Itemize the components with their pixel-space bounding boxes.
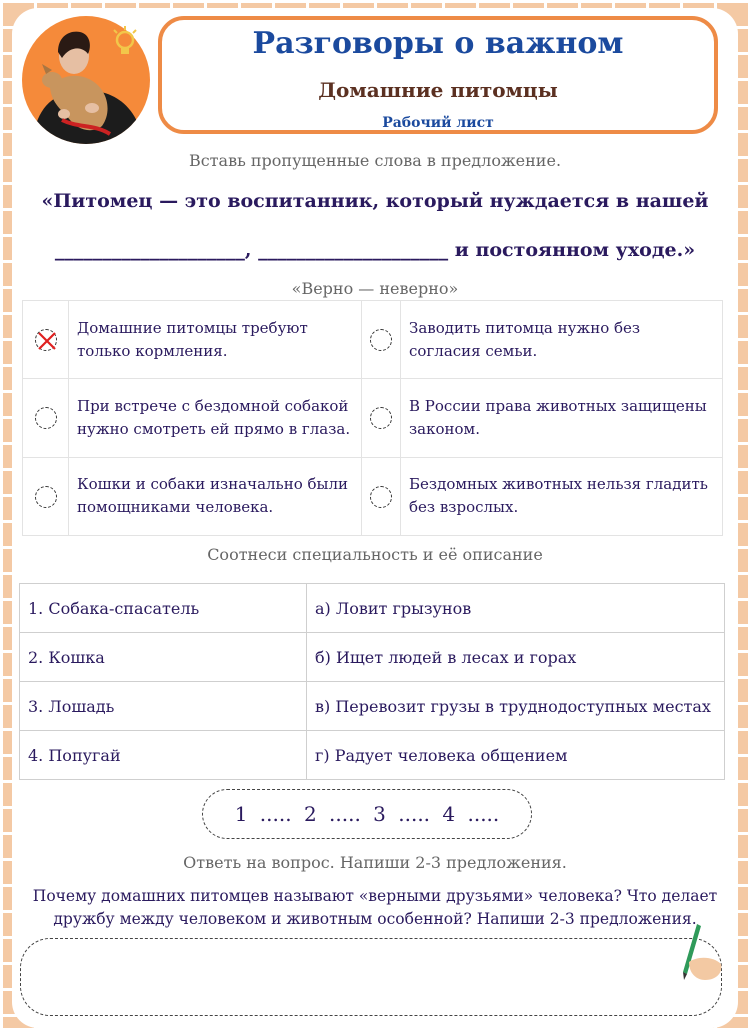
task4-question: Почему домашних питомцев называют «верными друзьями» человека? Что делает дружбу между человеком и животным особенной? Напиши 2-3 предложения. [32, 887, 718, 928]
bulb-icon [112, 26, 138, 60]
pencil-hand-icon [675, 922, 725, 986]
document-label: Рабочий лист [382, 115, 494, 131]
statement-text: Заводить питомца нужно без согласия семьи. [401, 301, 723, 379]
answer-cell[interactable] [362, 301, 401, 379]
specialty-cell: 2. Кошка [20, 633, 307, 682]
statement-text: В России права животных защищены законом. [401, 379, 723, 457]
task3-instruction: Соотнеси специальность и её описание [207, 545, 543, 564]
description-cell: г) Радует человека общением [307, 731, 725, 780]
task1-sentence-line1: «Питомец — это воспитанник, который нуждается в нашей [41, 190, 709, 212]
task1-sentence-line2[interactable]: ____________________, ____________________ и постоянном уходе.» [54, 239, 696, 261]
page-subtitle: Домашние питомцы [318, 78, 558, 102]
statement-text: При встрече с бездомной собакой нужно смотреть ей прямо в глаза. [69, 379, 362, 457]
matching-table [19, 583, 725, 780]
answer-cell[interactable] [362, 379, 401, 457]
specialty-cell: 4. Попугай [20, 731, 307, 780]
task4-instruction: Ответь на вопрос. Напиши 2-3 предложения. [183, 853, 567, 872]
header-box [158, 16, 718, 134]
specialty-cell: 1. Собака-спасатель [20, 584, 307, 633]
answer-cell[interactable] [23, 301, 69, 379]
true-false-table [22, 300, 723, 536]
table-row [20, 584, 725, 633]
answer-circle[interactable] [35, 329, 57, 351]
description-cell: а) Ловит грызунов [307, 584, 725, 633]
answer-cell[interactable] [362, 457, 401, 535]
answer-circle[interactable] [370, 486, 392, 508]
answer-circle[interactable] [35, 407, 57, 429]
cross-mark-icon [35, 329, 59, 353]
statement-text: Домашние питомцы требуют только кормления. [69, 301, 362, 379]
task2-instruction: «Верно — неверно» [291, 279, 459, 298]
table-row [20, 731, 725, 780]
table-row [23, 379, 723, 457]
table-row [20, 633, 725, 682]
answer-circle[interactable] [370, 407, 392, 429]
answer-cell[interactable] [23, 457, 69, 535]
statement-text: Бездомных животных нельзя гладить без взрослых. [401, 457, 723, 535]
answer-circle[interactable] [35, 486, 57, 508]
statement-text: Кошки и собаки изначально были помощниками человека. [69, 457, 362, 535]
matching-answer-field[interactable]: 1 ..... 2 ..... 3 ..... 4 ..... [202, 789, 532, 839]
table-row [20, 682, 725, 731]
specialty-cell: 3. Лошадь [20, 682, 307, 731]
answer-textarea[interactable] [20, 938, 722, 1016]
description-cell: в) Перевозит грузы в труднодоступных местах [307, 682, 725, 731]
task1-instruction: Вставь пропущенные слова в предложение. [188, 151, 562, 170]
page-title: Разговоры о важном [252, 26, 624, 61]
answer-circle[interactable] [370, 329, 392, 351]
table-row [23, 301, 723, 379]
answer-cell[interactable] [23, 379, 69, 457]
table-row [23, 457, 723, 535]
description-cell: б) Ищет людей в лесах и горах [307, 633, 725, 682]
